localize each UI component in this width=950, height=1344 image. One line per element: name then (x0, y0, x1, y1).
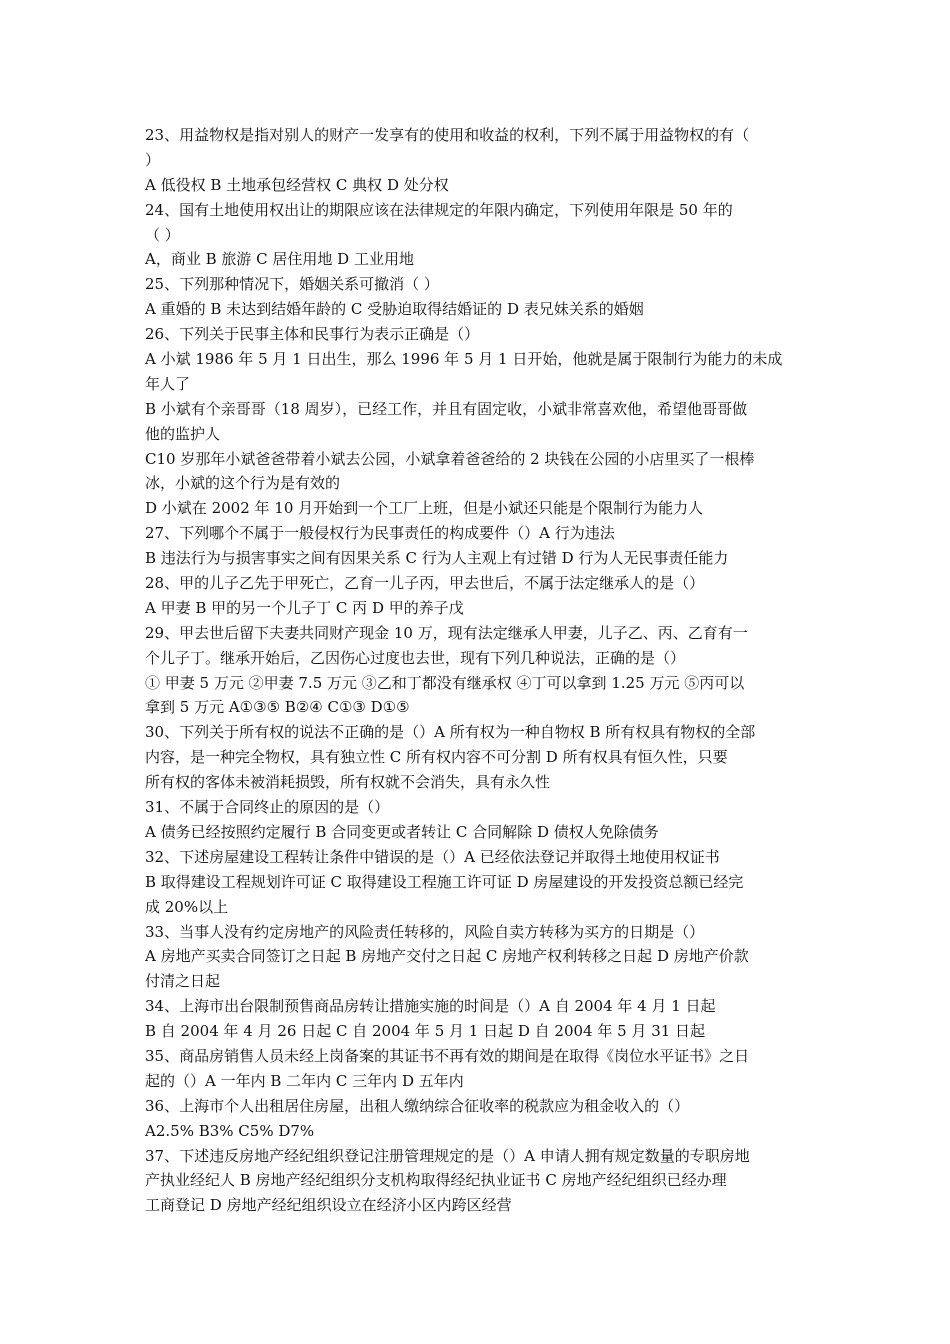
text-line: A，商业 B 旅游 C 居住用地 D 工业用地 (145, 250, 414, 269)
text-line: 34、上海市出台限制预售商品房转让措施实施的时间是（）A 自 2004 年 4 月 1 日起 (145, 997, 716, 1016)
text-line: A 房地产买卖合同签订之日起 B 房地产交付之日起 C 房地产权利转移之日起 D 房地产价款 (145, 947, 749, 966)
text-line: （ ） (145, 225, 180, 244)
text-line: A 小斌 1986 年 5 月 1 日出生，那么 1996 年 5 月 1 日开始，他就是属于限制行为能力的未成 (145, 350, 783, 369)
text-line: 冰，小斌的这个行为是有效的 (145, 474, 341, 493)
text-line: B 自 2004 年 4 月 26 日起 C 自 2004 年 5 月 1 日起 D 自 2004 年 5 月 31 日起 (145, 1022, 706, 1041)
text-line: ） (145, 150, 161, 169)
text-line: 产执业经纪人 B 房地产经纪组织分支机构取得经纪执业证书 C 房地产经纪组织已经办理 (145, 1171, 727, 1190)
text-line: 拿到 5 万元 A①③⑤ B②④ C①③ D①⑤ (145, 698, 410, 717)
text-line: 24、国有土地使用权出让的期限应该在法律规定的年限内确定，下列使用年限是 50 年的 (145, 200, 733, 219)
text-line: B 小斌有个亲哥哥（18 周岁），已经工作，并且有固定收，小斌非常喜欢他，希望他哥哥做 (145, 399, 748, 418)
text-line: 个儿子丁。继承开始后，乙因伤心过度也去世，现有下列几种说法，正确的是（） (145, 648, 686, 667)
text-line: 26、下列关于民事主体和民事行为表示正确是（） (145, 325, 480, 344)
text-line: 31、不属于合同终止的原因的是（） (145, 798, 390, 817)
text-line: A 低役权 B 土地承包经营权 C 典权 D 处分权 (145, 175, 449, 194)
text-line: 内容，是一种完全物权，具有独立性 C 所有权内容不可分割 D 所有权具有恒久性，只要 (145, 748, 728, 767)
text-line: 25、下列那种情况下，婚姻关系可撤消（ ） (145, 275, 439, 294)
text-line: A 甲妻 B 甲的另一个儿子丁 C 丙 D 甲的养子戊 (145, 598, 464, 617)
text-line: 30、下列关于所有权的说法不正确的是（）A 所有权为一种自物权 B 所有权具有物权的全部 (145, 723, 756, 742)
text-line: 工商登记 D 房地产经纪组织设立在经济小区内跨区经营 (145, 1196, 512, 1215)
text-line: 35、商品房销售人员未经上岗备案的其证书不再有效的期间是在取得《岗位水平证书》之日 (145, 1046, 750, 1065)
text-line: 23、用益物权是指对别人的财产一发享有的使用和收益的权利，下列不属于用益物权的有（ (145, 126, 750, 144)
document-body (145, 123, 825, 1218)
text-line: 付清之日起 (145, 972, 221, 991)
text-line: 起的（）A 一年内 B 二年内 C 三年内 D 五年内 (145, 1071, 464, 1090)
text-line: 28、甲的儿子乙先于甲死亡，乙育一儿子丙，甲去世后，不属于法定继承人的是（） (145, 574, 705, 593)
text-line: A2.5% B3% C5% D7% (145, 1121, 315, 1140)
text-line: 36、上海市个人出租居住房屋，出租人缴纳综合征收率的税款应为租金收入的（） (145, 1096, 690, 1115)
text-line: 成 20%以上 (145, 897, 229, 916)
text-line: 他的监护人 (145, 424, 221, 443)
text-line: 32、下述房屋建设工程转让条件中错误的是（）A 已经依法登记并取得土地使用权证书 (145, 847, 720, 866)
text-line: B 违法行为与损害事实之间有因果关系 C 行为人主观上有过错 D 行为人无民事责任能力 (145, 549, 729, 568)
text-line: ① 甲妻 5 万元 ②甲妻 7.5 万元 ③乙和丁都没有继承权 ④丁可以拿到 1.25 万元 ⑤丙可以 (145, 673, 745, 692)
text-line: D 小斌在 2002 年 10 月开始到一个工厂上班，但是小斌还只能是个限制行为能力人 (145, 499, 704, 518)
text-line: 33、当事人没有约定房地产的风险责任转移的，风险自卖方转移为买方的日期是（） (145, 922, 705, 941)
text-line: B 取得建设工程规划许可证 C 取得建设工程施工许可证 D 房屋建设的开发投资总额已经完 (145, 872, 744, 891)
text-line: 年人了 (145, 374, 191, 393)
text-line: 27、下列哪个不属于一般侵权行为民事责任的构成要件（）A 行为违法 (145, 524, 615, 543)
text-line: 29、甲去世后留下夫妻共同财产现金 10 万，现有法定继承人甲妻，儿子乙、丙、乙育有一 (145, 623, 748, 642)
text-line: 37、下述违反房地产经纪组织登记注册管理规定的是（）A 申请人拥有规定数量的专职房地 (145, 1146, 750, 1165)
text-line: C10 岁那年小斌爸爸带着小斌去公园，小斌拿着爸爸给的 2 块钱在公园的小店里买了一根棒 (145, 449, 755, 468)
text-line: A 重婚的 B 未达到结婚年龄的 C 受胁迫取得结婚证的 D 表兄妹关系的婚姻 (145, 300, 644, 319)
text-line: 所有权的客体未被消耗损毁，所有权就不会消失，具有永久性 (145, 773, 551, 792)
text-line: A 债务已经按照约定履行 B 合同变更或者转让 C 合同解除 D 债权人免除债务 (145, 822, 659, 841)
